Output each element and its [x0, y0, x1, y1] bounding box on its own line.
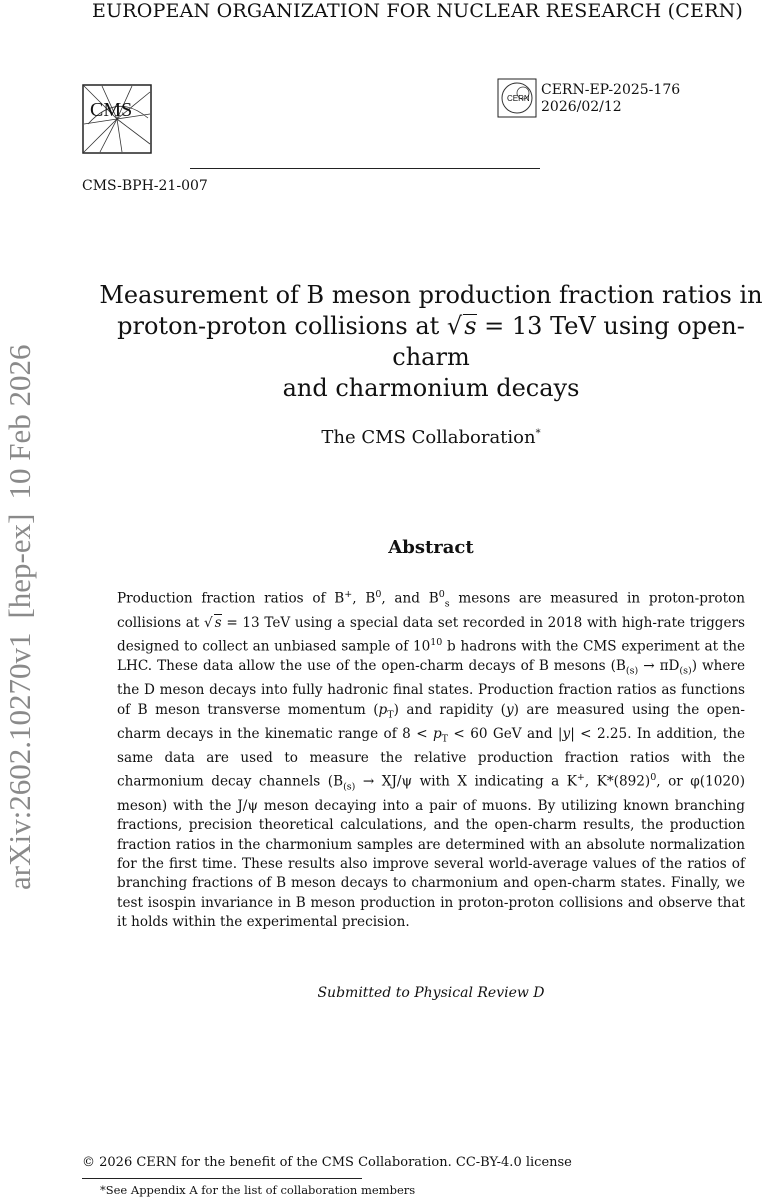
- submission-note: Submitted to Physical Review D: [317, 985, 545, 1001]
- analysis-id: CMS-BPH-21-007: [82, 178, 208, 194]
- report-info: [541, 82, 680, 116]
- svg-text:CMS: CMS: [90, 99, 133, 121]
- copyright-notice: © 2026 CERN for the benefit of the CMS Collaboration. CC-BY-4.0 license: [82, 1155, 572, 1170]
- author-list: The CMS Collaboration*: [321, 427, 541, 448]
- cern-logo: [497, 78, 537, 118]
- organization-header: EUROPEAN ORGANIZATION FOR NUCLEAR RESEARCH (CERN): [92, 0, 744, 22]
- title-line-3: and charmonium decays: [282, 374, 580, 402]
- paper-title: [86, 280, 771, 404]
- title-line-2: proton-proton collisions at √s = 13 TeV using open-charm: [117, 312, 745, 371]
- arxiv-date: 10 Feb 2026: [2, 344, 37, 500]
- arxiv-category: [hep-ex]: [2, 513, 37, 619]
- report-date: 2026/02/12: [541, 99, 622, 115]
- arxiv-id: arXiv:2602.10270v1: [2, 632, 37, 890]
- title-line-1: Measurement of B meson production fraction ratios in: [99, 281, 763, 309]
- arxiv-stamp: [2, 331, 38, 890]
- report-number: CERN-EP-2025-176: [541, 82, 681, 98]
- svg-text:CERN: CERN: [507, 94, 530, 103]
- footnote-rule: [82, 1178, 362, 1179]
- footnote: *See Appendix A for the list of collaboration members: [100, 1183, 416, 1197]
- header-rule: [190, 168, 540, 169]
- cms-logo: [82, 84, 152, 154]
- abstract-body: Production fraction ratios of B+, $B^0$, and $B^0_s$ mesons are measured in proton-proton collisions at √ s = 13 TeV using a special data set recorded in 2018 with high-rate triggers designed to collect an unbiased sample of $10^{10}$ b hadrons with the CMS experiment at the LHC. These data allow the use of the open-charm decays of B mesons $(B_{(s)} \to \pi D_{(s)})$ where the D meson decays into fully hadronic final states. Production fraction ratios as functions of B meson transverse momentum $(p_T)$ and rapidity (y) are measured using the open-charm decays in the kinematic range of $8 < p_T < 60$ GeV and |y| < 2.25. In addition, the same data are used to measure the relative production fraction ratios with the charmonium decay channels ($B_{(s)} \to XJ/\psi$ with X indicating a K+, $K*(892)^0$, or φ(1020) meson) with the J/ψ meson decaying into a pair of muons. By utilizing known branching fractions, precision theoretical calculations, and the open-charm results, the production fraction ratios in the charmonium samples are determined with an absolute normalization for the first time. These results also improve several world-average values of the ratios of branching fractions of B meson decays to charmonium and open-charm states. Finally, we test isospin invariance in B meson production in proton-proton collisions and observe that it holds within the experimental precision.: [117, 589, 746, 931]
- abstract-heading: Abstract: [388, 537, 474, 558]
